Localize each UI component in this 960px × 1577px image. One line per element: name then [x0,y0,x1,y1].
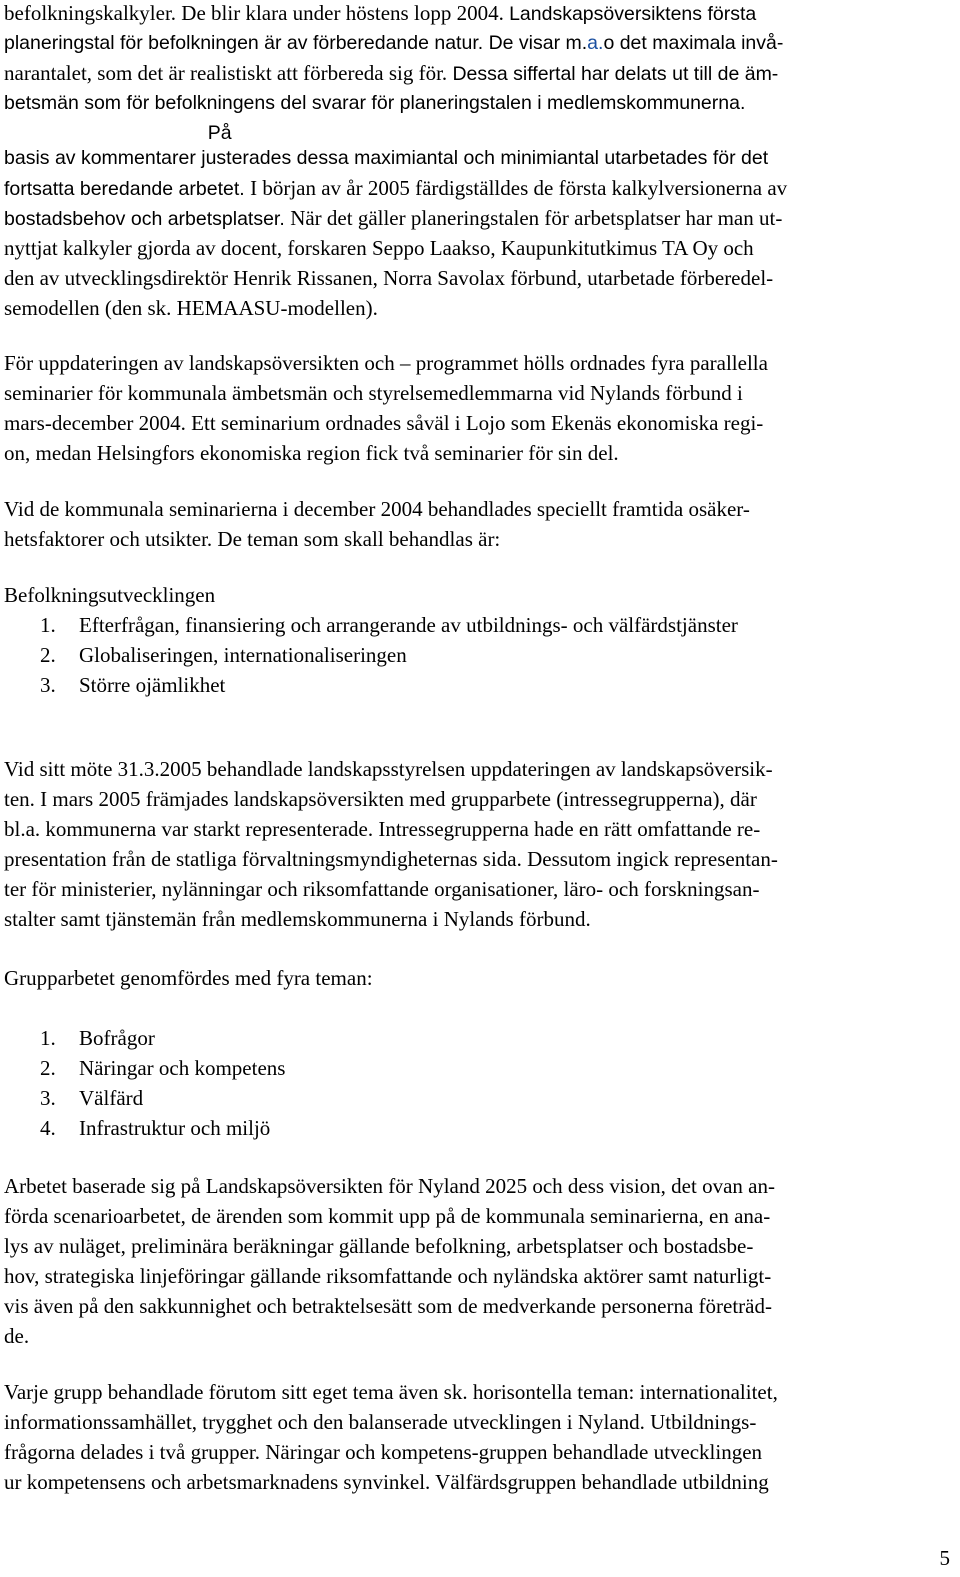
text-line: Arbetet baserade sig på Landskapsöversikten för Nyland 2025 och dess vision, det ovan an- [4,1174,775,1198]
text-line: ten. I mars 2005 främjades landskapsöversikten med grupparbete (intressegrupperna), där [4,787,757,811]
text-line [4,28,783,58]
list-item: Större ojämlikhet [79,673,226,697]
list-item: Välfärd [79,1086,144,1110]
list-number: 3. [40,673,56,697]
text-line: semodellen (den sk. HEMAASU-modellen). [4,296,378,320]
text-line: förda scenarioarbetet, de ärenden som kommit upp på de kommunala seminarierna, en ana- [4,1204,771,1228]
text-run: befolkningskalkyler. De blir klara under höstens lopp 2004. [4,1,510,25]
text-line: lys av nuläget, preliminära beräkningar gällande befolkning, arbetsplatser och bostadsbe- [4,1234,754,1258]
text-run: narantalet, som det är realistiskt att förbereda sig för. [4,61,453,85]
text-line: mars-december 2004. Ett seminarium ordnades såväl i Lojo som Ekenäs ekonomiska regi- [4,411,764,435]
list-heading: Grupparbetet genomfördes med fyra teman: [4,966,373,990]
text-line: Vid de kommunala seminarierna i december 2004 behandlades speciellt framtida osäker- [4,497,750,521]
text-run: a. [587,32,604,54]
text-line: de. [4,1324,30,1348]
text-line: seminarier för kommunala ämbetsmän och styrelsemedlemmarna vid Nylands förbund i [4,381,743,405]
text-run: Dessa siffertal har delats ut till de äm- [452,63,779,85]
text-line: ur kompetensens och arbetsmarknadens synvinkel. Välfärdsgruppen behandlade utbildning [4,1470,769,1494]
list-item: Globaliseringen, internationaliseringen [79,643,407,667]
text-line: För uppdateringen av landskapsöversikten och – programmet hölls ordnades fyra parallella [4,351,768,375]
list-number: 1. [40,1026,56,1050]
text-run: o det maximala invå- [603,32,784,54]
text-line [4,203,782,234]
text-line [4,58,778,89]
text-line: hov, strategiska linjeföringar gällande riksomfattande och nyländska aktörer samt naturligt- [4,1264,772,1288]
list-item: Infrastruktur och miljö [79,1116,271,1140]
list-number: 2. [40,643,56,667]
text-run: När det gäller planeringstalen för arbetsplatser har man ut- [290,206,783,230]
text-line: stalter samt tjänstemän från medlemskommunerna i Nylands förbund. [4,907,591,931]
text-line: betsmän som för befolkningens del svarar för planeringstalen i medlemskommunerna. [4,92,746,114]
text-line: basis av kommentarer justerades dessa maximiantal och minimiantal utarbetades för det [4,147,769,169]
text-run: Landskapsöversiktens första [509,3,757,25]
text-line: vis även på den sakkunnighet och betraktelsesätt som de medverkande personerna företräd- [4,1294,772,1318]
text-line: nyttjat kalkyler gjorda av docent, forskaren Seppo Laakso, Kaupunkitutkimus TA Oy och [4,236,754,260]
list-item: Bofrågor [79,1026,155,1050]
text-line: hetsfaktorer och utsikter. De teman som skall behandlas är: [4,527,501,551]
text-run: bostadsbehov och arbetsplatser. [4,208,291,230]
page-number: 5 [939,1546,950,1570]
text-line: ter för ministerier, nylänningar och riksomfattande organisationer, läro- och forskningsan- [4,877,760,901]
text-line: informationssamhället, trygghet och den balanserade utvecklingen i Nyland. Utbildnings- [4,1410,757,1434]
text-line: Varje grupp behandlade förutom sitt eget tema även sk. horisontella teman: internationalitet, [4,1380,778,1404]
text-run: På [207,122,232,144]
text-run: I början av år 2005 färdigställdes de första kalkylversionerna av [250,176,788,200]
text-line: frågorna delades i två grupper. Näringar och kompetens-gruppen behandlade utvecklingen [4,1440,763,1464]
list-item: Näringar och kompetens [79,1056,286,1080]
text-line: presentation från de statliga förvaltningsmyndigheternas sida. Dessutom ingick representan- [4,847,778,871]
text-run: planeringstal för befolkningen är av förberedande natur. De visar m. [4,32,588,54]
text-line [4,0,756,29]
text-line [4,173,787,204]
text-line: bl.a. kommunerna var starkt representerade. Intressegrupperna hade en rätt omfattande re- [4,817,761,841]
list-number: 4. [40,1116,56,1140]
text-run: fortsatta beredande arbetet. [4,178,251,200]
text-line: Vid sitt möte 31.3.2005 behandlade landskapsstyrelsen uppdateringen av landskapsöversik- [4,757,773,781]
list-number: 2. [40,1056,56,1080]
list-number: 1. [40,613,56,637]
list-heading: Befolkningsutvecklingen [4,583,216,607]
list-number: 3. [40,1086,56,1110]
list-item: Efterfrågan, finansiering och arrangerande av utbildnings- och välfärdstjänster [79,613,738,637]
text-line: den av utvecklingsdirektör Henrik Rissanen, Norra Savolax förbund, utarbetade förberedel- [4,266,774,290]
text-line: on, medan Helsingfors ekonomiska region fick två seminarier för sin del. [4,441,619,465]
